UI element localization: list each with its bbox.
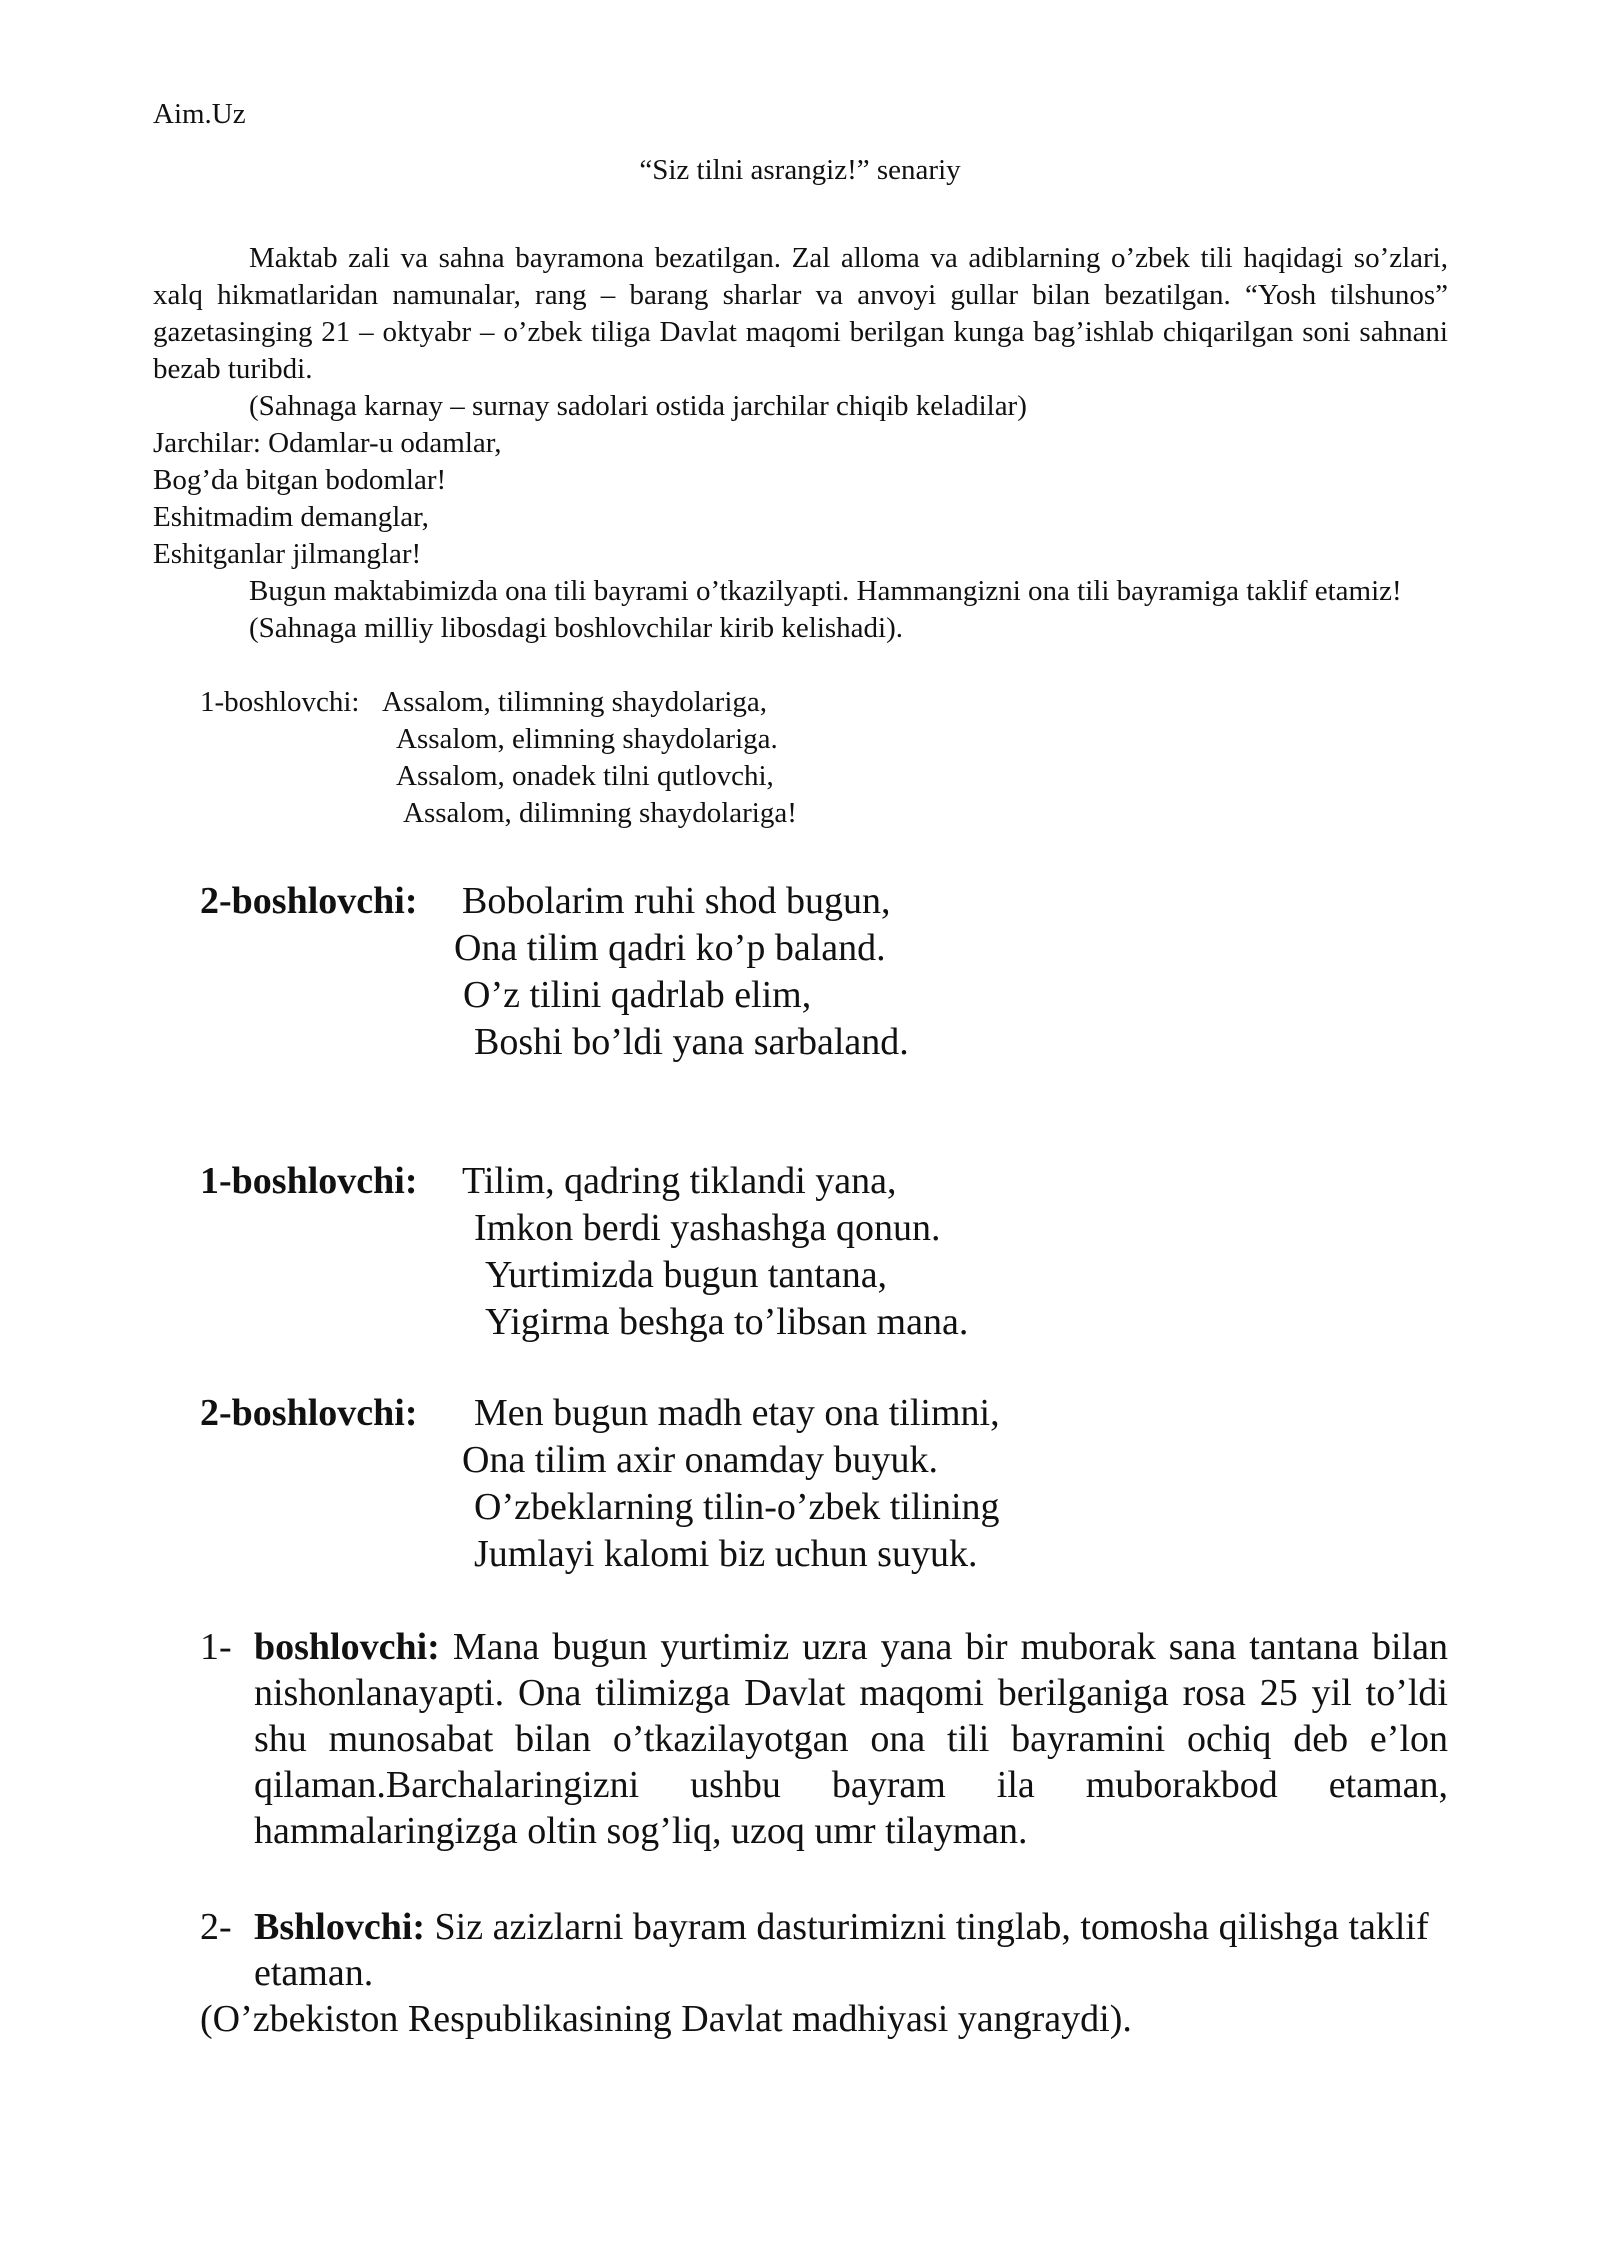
- invitation-paragraph: Bugun maktabimizda ona tili bayrami o’tkazilyapti. Hammangizni ona tili bayramiga taklif etamiz!: [249, 575, 1402, 607]
- verse1-line: Assalom, onadek tilni qutlovchi,: [396, 760, 774, 792]
- verse2-line: Ona tilim qadri ko’p baland.: [454, 927, 886, 969]
- stage-direction: (Sahnaga karnay – surnay sadolari ostida jarchilar chiqib keladilar): [249, 390, 1027, 422]
- jarchilar-line: Bog’da bitgan bodomlar!: [153, 464, 447, 496]
- intro-section: [153, 240, 1448, 647]
- paragraph-number: 1-: [200, 1626, 232, 1668]
- verse3-line: Imkon berdi yashashga qonun.: [474, 1207, 941, 1249]
- jarchilar-line: Jarchilar: Odamlar-u odamlar,: [153, 427, 502, 459]
- paragraph-text: Mana bugun yurtimiz uzra yana bir muborak sana tantana bilan nishonlanayapti. Ona tilimizga Davlat maqomi berilganiga rosa 25 yil to’ldi shu munosabat bilan o’tkazilayotgan ona tili bayramini ochiq deb e’lon qilaman.Barchalaringizni ushbu bayram ila muborakbod etaman, hammalaringizga oltin sog’liq, uzoq umr tilayman.: [254, 1626, 1448, 1852]
- closing-stage-direction: (O’zbekiston Respublikasining Davlat madhiyasi yangraydi).: [200, 1998, 1132, 2040]
- verse1-line: Assalom, tilimning shaydolariga,: [382, 686, 768, 718]
- verse1-line: Assalom, dilimning shaydolariga!: [403, 797, 797, 829]
- document-title: “Siz tilni asrangiz!” senariy: [639, 154, 961, 186]
- jarchilar-line: Eshitmadim demanglar,: [153, 501, 429, 533]
- verse2-line: O’z tilini qadrlab elim,: [463, 974, 812, 1016]
- speech-paragraph-1: [200, 1624, 1448, 1854]
- speech-paragraph-2: [200, 1904, 1448, 1996]
- site-header: Aim.Uz: [153, 98, 246, 130]
- paragraph-body: [254, 1624, 1448, 1854]
- jarchilar-line: Eshitganlar jilmanglar!: [153, 538, 422, 570]
- verse4-line: Jumlayi kalomi biz uchun suyuk.: [474, 1533, 978, 1575]
- verse3-speaker: 1-boshlovchi:: [200, 1160, 418, 1202]
- verse1-line: Assalom, elimning shaydolariga.: [396, 723, 778, 755]
- verse2-speaker: 2-boshlovchi:: [200, 880, 418, 922]
- paragraph-text: Siz azizlarni bayram dasturimizni tinglab, tomosha qilishga taklif etaman.: [254, 1906, 1429, 1994]
- paragraph-number: 2-: [200, 1906, 232, 1948]
- speaker-label: boshlovchi:: [254, 1626, 440, 1668]
- verse3-line: Tilim, qadring tiklandi yana,: [462, 1160, 897, 1202]
- stage-direction: (Sahnaga milliy libosdagi boshlovchilar kirib kelishadi).: [249, 612, 904, 644]
- paragraph-body: [254, 1904, 1448, 1996]
- speaker-label: Bshlovchi:: [254, 1906, 426, 1948]
- intro-paragraph: Maktab zali va sahna bayramona bezatilgan. Zal alloma va adiblarning o’zbek tili haqidagi so’zlari, xalq hikmatlaridan namunalar, rang – barang sharlar va anvoyi gullar bilan bezatilgan. “Yosh tilshunos” gazetasinging 21 – oktyabr – o’zbek tiliga Davlat maqomi berilgan kunga bag’ishlab chiqarilgan soni sahnani bezab turibdi.: [153, 242, 1448, 385]
- verse3-line: Yurtimizda bugun tantana,: [485, 1254, 888, 1296]
- verse4-line: O’zbeklarning tilin-o’zbek tilining: [474, 1486, 1000, 1528]
- verse4-line: Men bugun madh etay ona tilimni,: [474, 1392, 1000, 1434]
- verse2-line: Bobolarim ruhi shod bugun,: [462, 880, 891, 922]
- verse1-speaker: 1-boshlovchi:: [200, 686, 360, 718]
- verse4-speaker: 2-boshlovchi:: [200, 1392, 418, 1434]
- verse2-line: Boshi bo’ldi yana sarbaland.: [474, 1021, 909, 1063]
- verse4-line: Ona tilim axir onamday buyuk.: [462, 1439, 938, 1481]
- verse3-line: Yigirma beshga to’libsan mana.: [485, 1301, 969, 1343]
